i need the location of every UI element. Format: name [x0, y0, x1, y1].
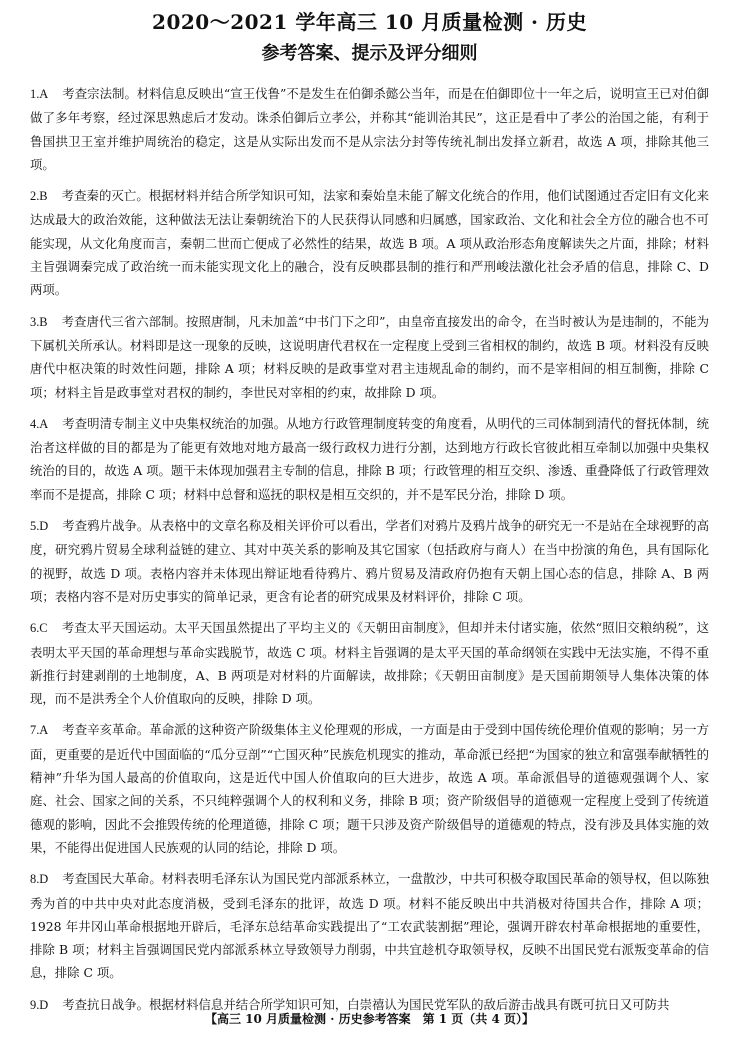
- page-subtitle: 参考答案、提示及评分细则: [261, 43, 478, 64]
- answer-number: 9.: [30, 997, 40, 1012]
- answer-choice: A: [39, 87, 49, 101]
- answer-number: 2.: [30, 189, 40, 204]
- answer-explanation: 考查辛亥革命。革命派的这种资产阶级集体主义伦理观的形成，一方面是由于受到中国传统伦理价值观的影响；另一方面，更重要的是近代中国面临的“瓜分豆剖”“亡国灭种”民族危机现实的推动，革命派已经把“为国家的独立和富强奉献牺牲的精神”升华为国人最高的价值取向，这是近代中国人价值取向的巨大进步，故选 A 项。革命派倡导的道德观强调个人、家庭、社会、国家之间的关系，不只纯粹强调个人的权利和义务，排除 B 项；资产阶级倡导的道德观一定程度上受到了传统道德观的影响，因此不会推毁传统的伦理道德，排除 C 项；题干只涉及资产阶级倡导的道德观的特点，没有涉及具体实施的效果，不能得出促进国人民族观的认同的结论，排除 D 项。: [30, 722, 709, 855]
- answer-choice: C: [39, 621, 48, 636]
- answer-item: [30, 616, 709, 710]
- answer-number: 5.: [30, 519, 40, 534]
- answer-choice: B: [39, 314, 48, 329]
- answer-explanation: 考查太平天国运动。太平天国虽然提出了平均主义的《天朝田亩制度》，但却并未付诸实施，依然“照旧交粮纳税”，这表明太平天国的革命理想与革命实践脱节，故选 C 项。材料主旨强调的是太平天国的革命纲领在实践中无法实施，不得不重新推行封建剥削的土地制度，A、B 两项是对材料的片面解读，故排除；《天朝田亩制度》是天国前期领导人集体决策的体现，而不是洪秀全个人价值取向的反映，排除 D 项。: [30, 620, 709, 707]
- answer-item: [30, 514, 709, 608]
- answer-choice: A: [39, 416, 49, 431]
- answer-explanation: 考查抗日战争。根据材料信息并结合所学知识可知，白崇禧认为国民党军队的敌后游击战具有既可抗日又可防共: [62, 996, 670, 1012]
- answer-explanation: 考查明清专制主义中央集权统治的加强。从地方行政管理制度转变的角度看，从明代的三司体制到清代的督抚体制，统治者这样做的目的都是为了能更有效地对地方最高一级行政权力进行分割，达到地方行政长官彼此相互牵制以加强中央集权统治的目的，故选 A 项。题干未体现加强君主专制的信息，排除 B 项；行政管理的相互交织、渗透、重叠降低了行政管理效率而不是提高，排除 C 项；材料中总督和巡抚的职权是相互交织的，并不是军民分治，排除 D 项。: [30, 415, 709, 502]
- answer-choice: B: [39, 189, 48, 204]
- answer-choice: D: [39, 519, 49, 534]
- answer-explanation: 考查宗法制。材料信息反映出“宣王伐鲁”不是发生在伯御杀懿公当年，而是在伯御即位十一年之后，说明宣王已对伯御做了多年考察，经过深思熟虑后才发动。诛杀伯御后立孝公，并称其“能训治其民”，这正是看中了孝公的治国之能，有利于鲁国拱卫王室并维护周统治的稳定，这是从实际出发而不是从宗法分封等传统礼制出发择立新君，故选 A 项，排除其他三项。: [30, 86, 709, 172]
- answer-list: [30, 82, 709, 1017]
- answer-item: [30, 867, 709, 984]
- answer-explanation: 考查唐代三省六部制。按照唐制，凡未加盖“中书门下之印”，由皇帝直接发出的命令，在当时被认为是违制的，不能为下属机关所承认。材料即是这一现象的反映，这说明唐代君权在一定程度上受到三省相权的制约，故选 B 项。材料没有反映唐代中枢决策的时效性问题，排除 A 项；材料反映的是政事堂对君主违规乱命的制约，而不是宰相间的相互制衡，排除 C 项；材料主旨是政事堂对君权的制约，李世民对宰相的约束，故排除 D 项。: [30, 313, 709, 400]
- answer-number: 7.: [30, 723, 40, 738]
- answer-choice: D: [39, 872, 49, 887]
- answer-item: [30, 310, 709, 404]
- answer-number: 6.: [30, 621, 40, 636]
- answer-explanation: 考查秦的灭亡。根据材料并结合所学知识可知，法家和秦始皇未能了解文化统合的作用，他们试图通过否定旧有文化来达成最大的政治效能，这种做法无法让秦朝统治下的人民获得认同感和归属感，国家政治、文化和社会全方位的融合也不可能实现，从文化角度而言，秦朝二世而亡便成了必然性的结果，故选 B 项。A 项从政治形态角度解读失之片面，排除；材料主旨强调秦完成了政治统一而未能实现文化上的融合，没有反映郡县制的推行和严刑峻法激化社会矛盾的信息，排除 C、D 两项。: [30, 188, 709, 298]
- answer-item: [30, 412, 709, 506]
- answer-choice: D: [39, 997, 49, 1012]
- page-title: 2020～2021 学年高三 10 月质量检测 · 历史: [152, 10, 587, 34]
- answer-number: 8.: [30, 872, 40, 887]
- page-footer: 【高三 10 月质量检测 · 历史参考答案 第 1 页（共 4 页）】: [204, 1012, 534, 1026]
- answer-item: [30, 718, 709, 859]
- answer-item: [30, 184, 709, 301]
- answer-number: 3.: [30, 314, 40, 329]
- answer-explanation: 考查鸦片战争。从表格中的文章名称及相关评价可以看出，学者们对鸦片及鸦片战争的研究无一不是站在全球视野的高度，研究鸦片贸易全球利益链的建立、其对中英关系的影响及其它国家（包括政府与商人）在当中扮演的角色，具有国际化的视野，故选 D 项。表格内容并未体现出辩证地看待鸦片、鸦片贸易及清政府仍抱有天朝上国心态的信息，排除 A、B 两项；表格内容不是对历史事实的简单记录，更含有论者的研究成果及材料评价，排除 C 项。: [30, 518, 709, 604]
- answer-item: [30, 82, 709, 176]
- answer-choice: A: [39, 723, 49, 738]
- answer-number: 1.: [30, 87, 40, 101]
- answer-explanation: 考查国民大革命。材料表明毛泽东认为国民党内部派系林立，一盘散沙，中共可积极夺取国民革命的领导权，但以陈独秀为首的中共中央对此态度消极，受到毛泽东的批评，故选 D 项。材料不能反映出中共消极对待国共合作，排除 A 项；1928 年井冈山革命根据地开辟后，毛泽东总结革命实践提出了“工农武装割据”理论，强调开辟农村革命根据地的重要性，排除 B 项；材料主旨强调国民党内部派系林立导致领导力削弱，中共宜趁机夺取领导权，反映不出国民党右派叛变革命的信息，排除 C 项。: [30, 871, 709, 981]
- answer-number: 4.: [30, 416, 40, 431]
